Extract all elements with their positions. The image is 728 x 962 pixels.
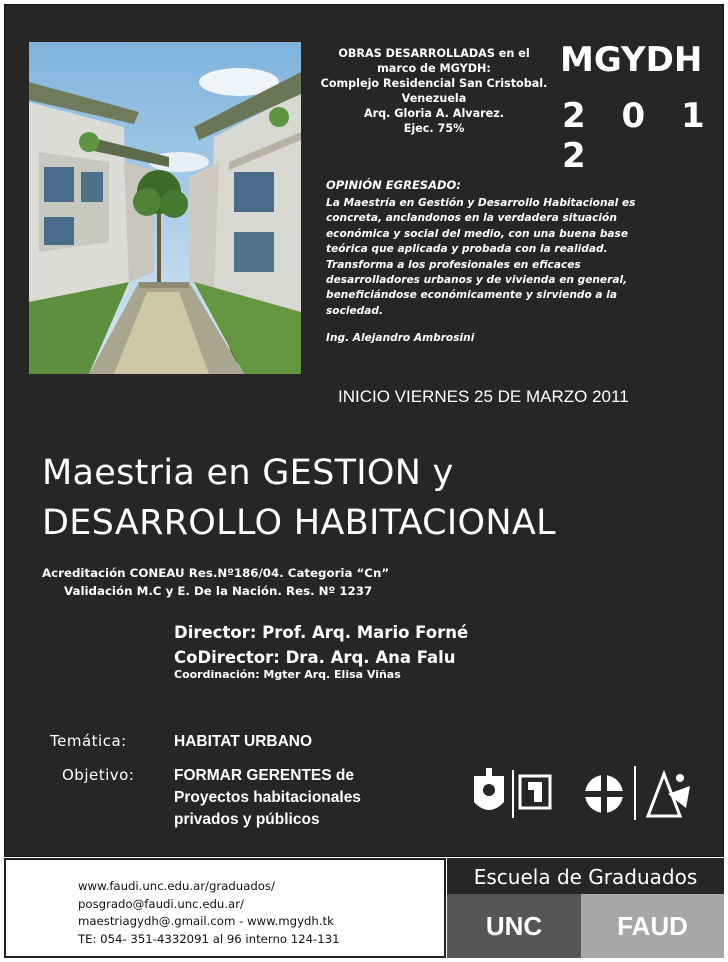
opinion-line: beneficiándose económicamente y sirviendo a la xyxy=(326,289,618,302)
opinion-text xyxy=(326,196,686,319)
opinion-line: sociedad. xyxy=(326,304,384,317)
codirector: CoDirector: Dra. Arq. Ana Falu xyxy=(174,648,456,667)
works-line: Venezuela xyxy=(401,92,467,105)
works-line: Ejec. 75% xyxy=(403,122,465,135)
works-line: OBRAS DESARROLLADAS en el xyxy=(338,47,530,60)
objetivo-line: FORMAR GERENTES de xyxy=(174,767,354,784)
tematica-label: Temática: xyxy=(50,732,127,750)
opinion-heading: OPINIÓN EGRESADO: xyxy=(326,178,461,192)
contact-email-web[interactable]: maestriagydh@.gmail.com - www.mgydh.tk xyxy=(78,914,334,928)
works-line: Complejo Residencial San Cristobal. xyxy=(320,77,548,90)
opinion-line: desarrolladores urbanos y de vivienda en general, xyxy=(326,274,628,287)
opinion-line: concreta, anclandonos en la verdadera situación xyxy=(326,212,617,225)
opinion-author: Ing. Alejandro Ambrosini xyxy=(326,332,475,344)
logo-divider xyxy=(634,766,636,820)
opinion-line: económica y social del medio, con una buena base xyxy=(326,227,629,240)
cross-emblem-icon xyxy=(585,775,623,813)
contact-box xyxy=(4,858,446,958)
director: Director: Prof. Arq. Mario Forné xyxy=(174,623,469,642)
start-date: INICIO VIERNES 25 DE MARZO 2011 xyxy=(338,387,629,406)
directors xyxy=(174,620,468,670)
university-shield-icon xyxy=(474,768,504,810)
program-title xyxy=(42,448,556,548)
logo-divider xyxy=(512,770,514,818)
objetivo-line: privados y públicos xyxy=(174,811,320,828)
works-caption xyxy=(308,46,560,136)
accreditation-line2: Validación M.C y E. De la Nación. Res. Nº 1237 xyxy=(64,584,373,598)
brand-title: MGYDH xyxy=(560,40,703,80)
opinion-line: Transforma a los profesionales en eficaces xyxy=(326,258,581,271)
contact-website[interactable]: www.faudi.unc.edu.ar/graduados/ xyxy=(78,879,275,893)
contact-phone: TE: 054- 351-4332091 al 96 interno 124-131 xyxy=(78,931,340,946)
figure-emblem-icon xyxy=(648,774,690,816)
contact-email[interactable]: posgrado@faudi.unc.edu.ar/ xyxy=(78,896,244,911)
objetivo-label: Objetivo: xyxy=(62,766,135,784)
works-line: marco de MGYDH: xyxy=(377,62,491,75)
objetivo-line: Proyectos habitacionales xyxy=(174,789,361,806)
program-title-line2: DESARROLLO HABITACIONAL xyxy=(42,503,556,543)
contact-lines xyxy=(78,878,340,948)
accreditation xyxy=(42,564,389,600)
institution-logos xyxy=(468,764,704,824)
school-banner: Escuela de Graduados xyxy=(447,858,724,894)
brand-year: 2 0 1 2 xyxy=(562,96,717,176)
faud-box: FAUD xyxy=(581,894,724,958)
coordination: Coordinación: Mgter Arq. Elisa Viñas xyxy=(174,668,401,681)
objetivo-value xyxy=(174,765,361,831)
accreditation-line1: Acreditación CONEAU Res.Nº186/04. Categoria “Cn” xyxy=(42,566,390,580)
tematica-value: HABITAT URBANO xyxy=(174,733,313,750)
opinion-line: teórica que aplicada y probada con la realidad. xyxy=(326,243,608,256)
program-title-line1: Maestria en GESTION y xyxy=(42,453,454,493)
faculty-emblem-icon xyxy=(520,776,550,808)
building-photo xyxy=(29,42,301,374)
opinion-line: La Maestría en Gestión y Desarrollo Habitacional es xyxy=(326,197,636,209)
unc-box: UNC xyxy=(447,894,581,958)
works-line: Arq. Gloria A. Alvarez. xyxy=(363,107,505,120)
